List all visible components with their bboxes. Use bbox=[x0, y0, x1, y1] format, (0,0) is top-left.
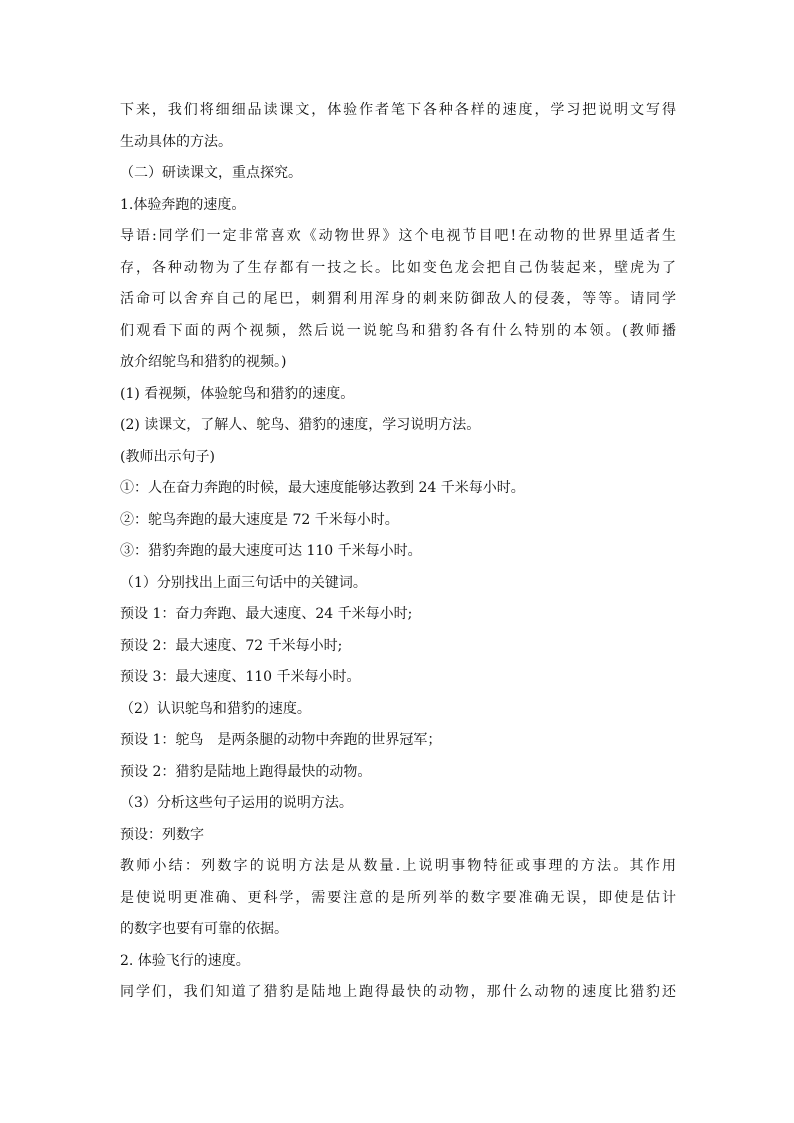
list-item: 预设 3：最大速度、110 千米每小时。 bbox=[120, 669, 361, 685]
section-heading: （二）研读课文，重点探究。 bbox=[120, 165, 302, 181]
document-body bbox=[120, 95, 676, 1009]
list-item: （1）分别找出上面三句话中的关键词。 bbox=[120, 574, 367, 591]
list-item: ①：人在奋力奔跑的时候，最大速度能够达教到 24 千米每小时。 bbox=[120, 480, 525, 496]
paragraph-line: 是使说明更准确、更科学，需要注意的是所列举的数字要准确无误，即使是估计 bbox=[120, 889, 676, 906]
list-item: (2) 读课文，了解人、鸵鸟、猎豹的速度，学习说明方法。 bbox=[120, 417, 481, 433]
paragraph-line: 活命可以舍弃自己的尾巴，刺猬利用浑身的刺来防御敌人的侵袭，等等。请同学 bbox=[120, 291, 676, 307]
list-item: (1) 看视频，体验鸵鸟和猎豹的速度。 bbox=[120, 385, 355, 402]
subsection-heading: 2. 体验飞行的速度。 bbox=[120, 952, 250, 969]
list-item: 预设 1：奋力奔跑、最大速度、24 千米每小时; bbox=[120, 606, 413, 622]
list-item: （2）认识鸵鸟和猎豹的速度。 bbox=[120, 700, 311, 717]
paragraph-line: 的数字也要有可靠的依据。 bbox=[120, 921, 288, 937]
paragraph-line: 放介绍鸵鸟和猎豹的视频。) bbox=[120, 354, 287, 370]
list-item: ②：鸵鸟奔跑的最大速度是 72 千米每小时。 bbox=[120, 511, 399, 528]
paragraph-line: 教师小结：列数字的说明方法是从数量.上说明事物特征或事理的方法。其作用 bbox=[120, 858, 676, 874]
list-item: 预设 1：鸵鸟 是两条腿的动物中奔跑的世界冠军； bbox=[120, 732, 442, 748]
list-item: ③：猎豹奔跑的最大速度可达 110 千米每小时。 bbox=[120, 543, 422, 559]
paragraph-line: 导语:同学们一定非常喜欢《动物世界》这个电视节目吧!在动物的世界里适者生 bbox=[120, 228, 676, 244]
list-item: （3）分析这些句子运用的说明方法。 bbox=[120, 795, 353, 811]
paragraph-line: 生动具体的方法。 bbox=[120, 133, 232, 150]
paragraph-line: 同学们，我们知道了猎豹是陆地上跑得最快的动物，那什么动物的速度比猎豹还 bbox=[120, 984, 676, 1000]
paragraph-line: 们观看下面的两个视频，然后说一说鸵鸟和猎豹各有什么特别的本领。(教师播 bbox=[120, 322, 676, 339]
subsection-heading: 1.体验奔跑的速度。 bbox=[120, 196, 246, 213]
paragraph-line: 存，各种动物为了生存都有一技之长。比如变色龙会把自己伪装起来，壁虎为了 bbox=[120, 259, 676, 276]
list-item: 预设：列数字 bbox=[120, 826, 204, 843]
list-item: 预设 2：最大速度、72 千米每小时; bbox=[120, 637, 343, 654]
list-item: 预设 2：猎豹是陆地上跑得最快的动物。 bbox=[120, 763, 372, 780]
paragraph-line: 下来，我们将细细品读课文，体验作者笔下各种各样的速度，学习把说明文写得 bbox=[120, 102, 676, 118]
paragraph-line: (教师出示句子) bbox=[120, 448, 215, 465]
